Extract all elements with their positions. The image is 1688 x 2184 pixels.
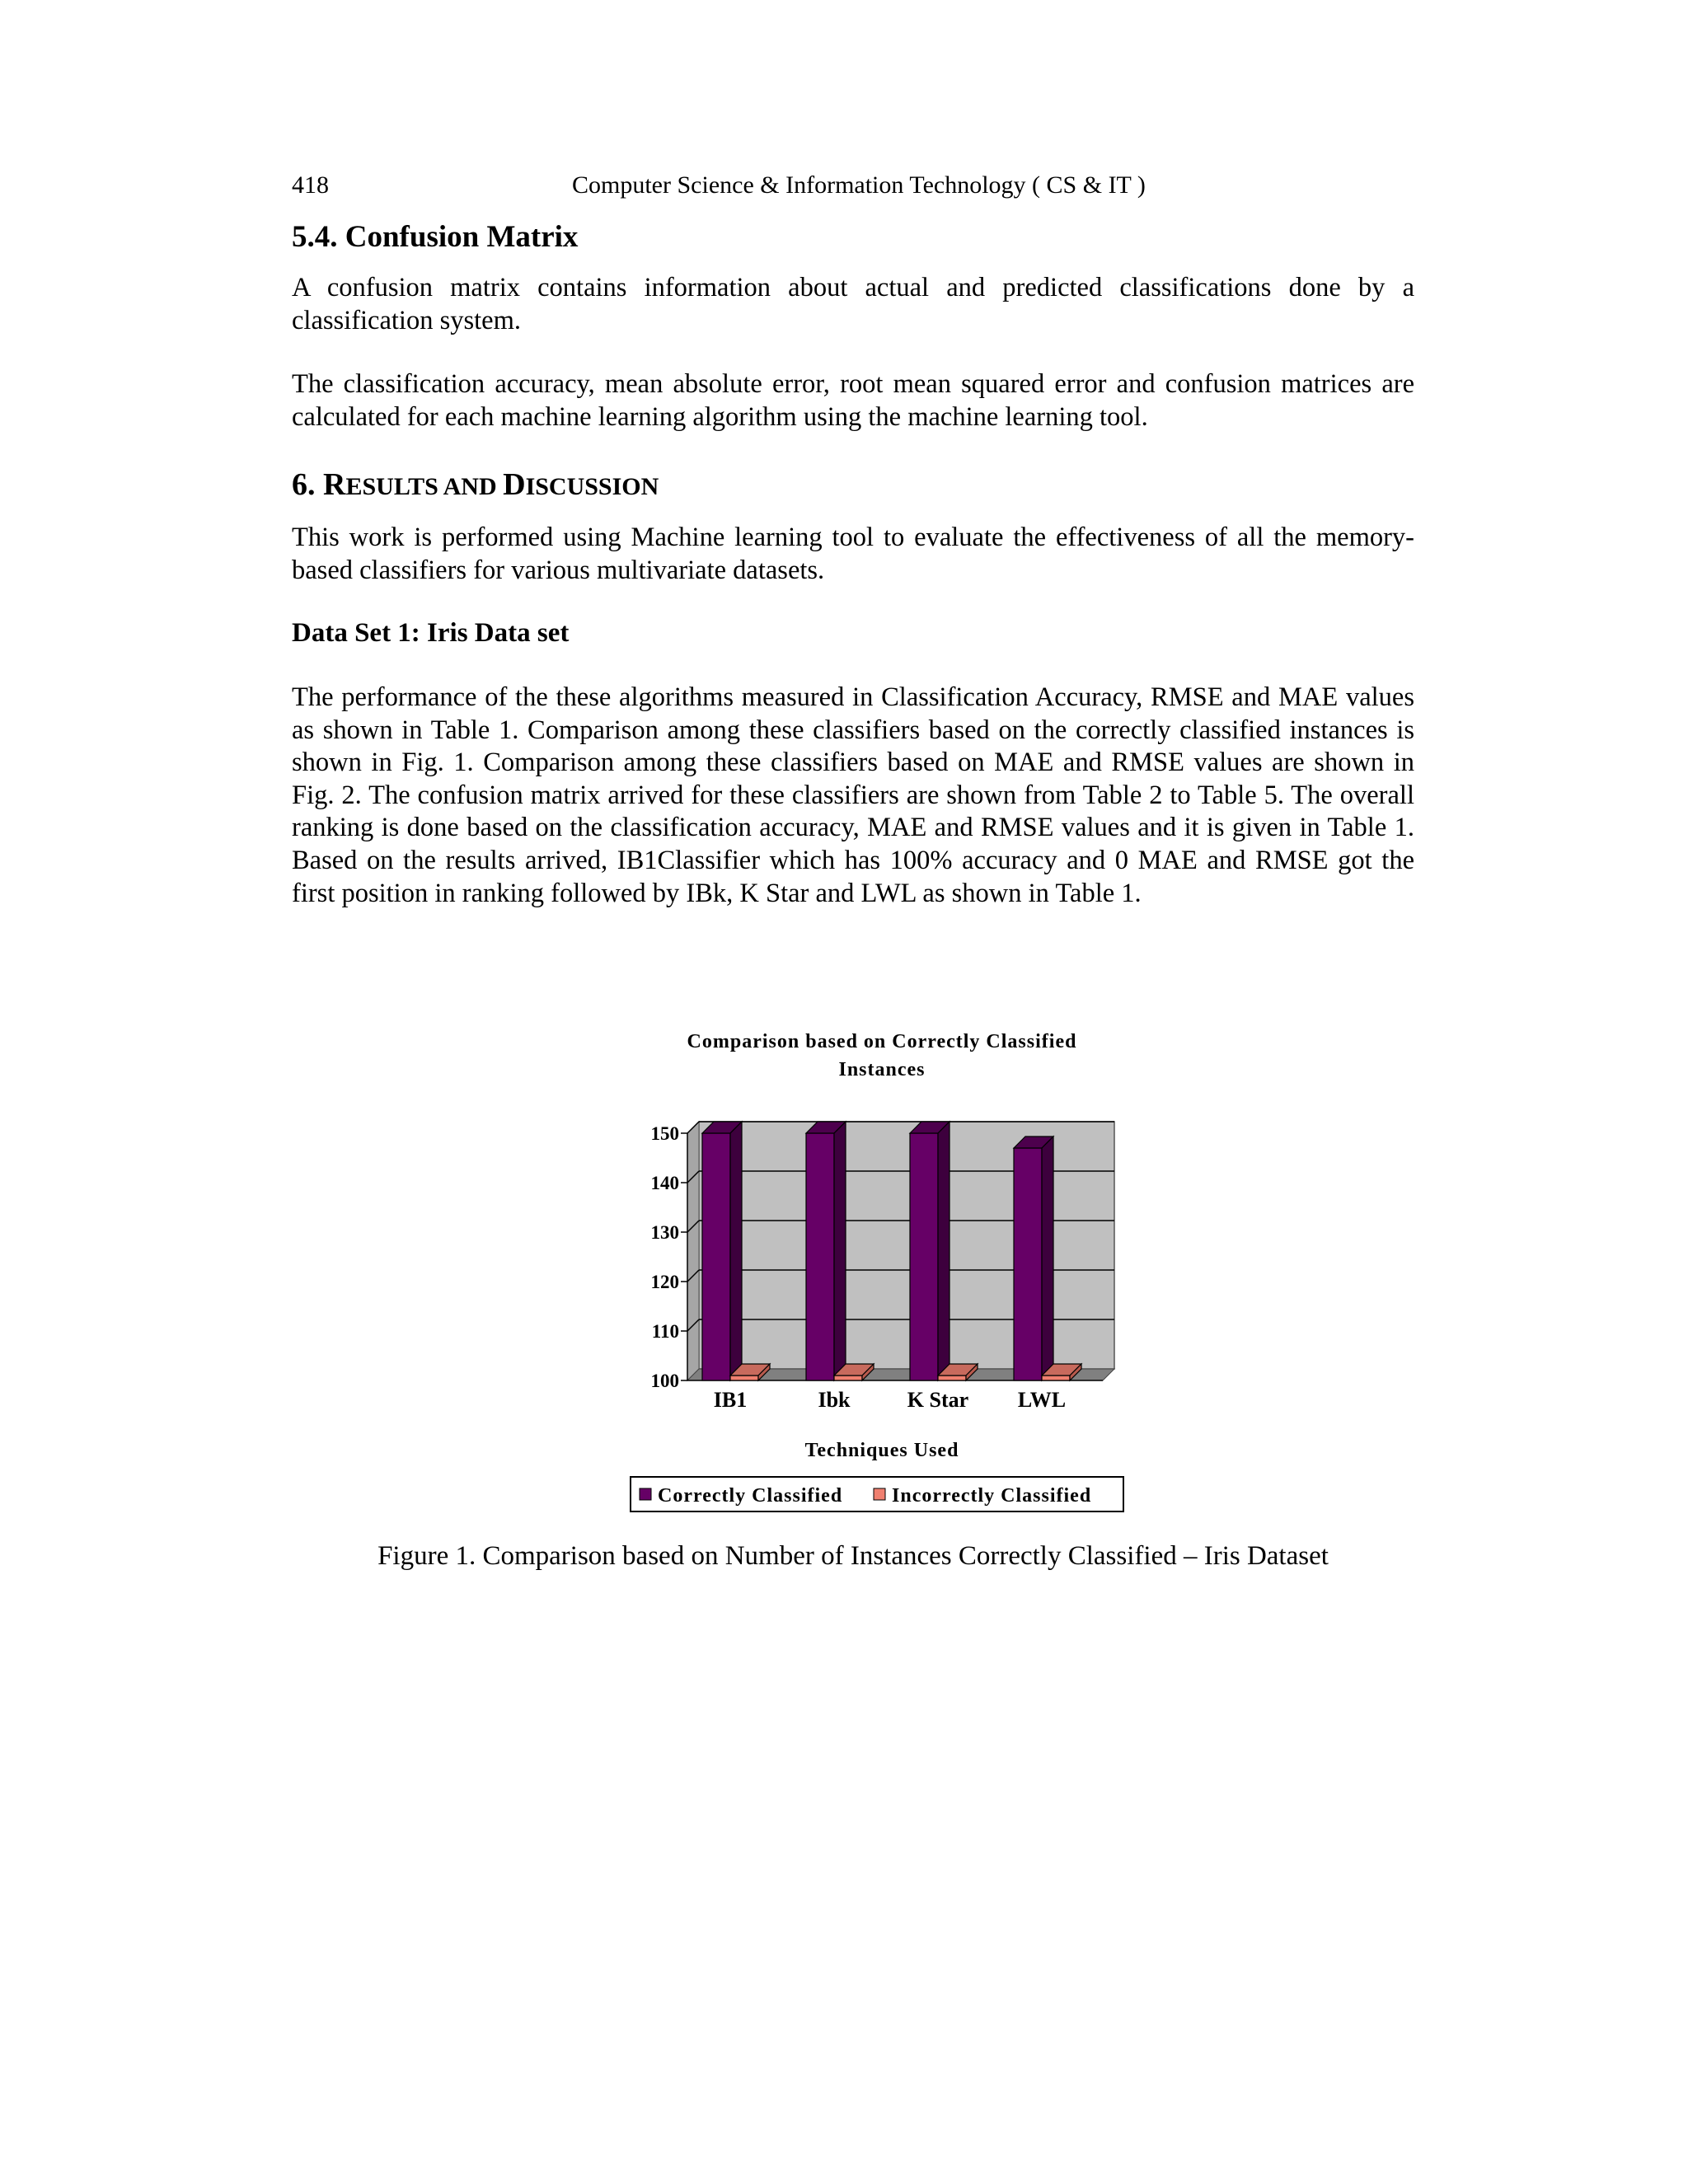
y-tick-label: 110 — [651, 1321, 679, 1342]
y-tick-label: 150 — [650, 1123, 679, 1144]
bar-side-face — [938, 1122, 950, 1380]
y-tick-label: 120 — [650, 1272, 679, 1292]
bar-side-face — [1042, 1137, 1053, 1380]
title-cap-r: R — [323, 467, 346, 502]
title-smallcaps-esults: ESULTS AND — [345, 473, 504, 500]
x-tick-label: K Star — [907, 1388, 969, 1412]
paragraph-confusion-definition: A confusion matrix contains information about actual and predicted classifications done by a classification system. — [292, 273, 1414, 335]
bar-correctly-classified-lwl — [1014, 1148, 1042, 1380]
section-title-results — [292, 466, 659, 503]
bar-side-face — [834, 1122, 846, 1380]
y-tick-label: 100 — [650, 1371, 679, 1391]
legend-label-incorrect: Incorrectly Classified — [892, 1485, 1092, 1507]
plot-side-wall — [687, 1122, 699, 1380]
x-axis-title: Techniques Used — [804, 1440, 959, 1461]
bar-chart — [610, 1022, 1137, 1516]
paragraph-metrics: The classification accuracy, mean absolute error, root mean squared error and confusion matrices are calculated for each machine learning algorithm using the machine learning tool. — [292, 369, 1414, 432]
title-smallcaps-iscussion: ISCUSSION — [525, 473, 659, 500]
legend-swatch-correct — [640, 1488, 651, 1500]
paragraph-results-intro: This work is performed using Machine learning tool to evaluate the effectiveness of all the memory- based classifiers for various multivariate datasets. — [292, 523, 1414, 585]
figure-caption: Figure 1. Comparison based on Number of Instances Correctly Classified – Iris Dataset — [377, 1541, 1329, 1571]
dataset-heading: Data Set 1: Iris Data set — [292, 618, 570, 648]
bar-correctly-classified-ib1 — [702, 1133, 730, 1380]
y-tick-label: 130 — [650, 1222, 679, 1243]
legend-label-correct: Correctly Classified — [658, 1485, 843, 1507]
section-number: 6. — [292, 467, 323, 502]
bar-correctly-classified-k-star — [910, 1133, 938, 1380]
paragraph-iris-results: The performance of the these algorithms measured in Classification Accuracy, RMSE and MAE values as shown in Table 1. Comparison among these classifiers based on the correctly classified instances is shown in Fig. 1. Comparison among these classifiers based on MAE and RMSE values are shown in Fig. 2. The confusion matrix arrived for these classifiers are shown from Table 2 to Table 5. The overall ranking is done based on the classification accuracy, MAE and RMSE values and it is given in Table 1. Based on the results arrived, IB1Classifier which has 100% accuracy and 0 MAE and RMSE got the first position in ranking followed by IBk, K Star and LWL as shown in Table 1. — [292, 682, 1414, 908]
bar-incorrectly-classified-ib1 — [730, 1376, 758, 1380]
bar-side-face — [730, 1122, 742, 1380]
bar-correctly-classified-ibk — [806, 1133, 834, 1380]
page-header — [292, 171, 1414, 208]
bar-incorrectly-classified-lwl — [1042, 1376, 1070, 1380]
chart-title-line1: Comparison based on Correctly Classified — [687, 1031, 1077, 1052]
title-cap-d: D — [503, 467, 526, 502]
chart-title-line2: Instances — [838, 1059, 926, 1080]
y-tick-label: 140 — [650, 1173, 679, 1193]
page-number: 418 — [292, 171, 329, 199]
section-title-confusion-matrix: 5.4. Confusion Matrix — [292, 220, 579, 254]
x-tick-label: IB1 — [713, 1388, 748, 1412]
running-title: Computer Science & Information Technology ( CS & IT ) — [572, 171, 1146, 199]
bar-incorrectly-classified-k-star — [938, 1376, 966, 1380]
x-tick-label: LWL — [1017, 1388, 1067, 1412]
bar-incorrectly-classified-ibk — [834, 1376, 862, 1380]
legend-swatch-incorrect — [874, 1488, 885, 1500]
x-tick-label: Ibk — [818, 1388, 851, 1412]
figure-1-chart — [610, 1022, 1137, 1516]
